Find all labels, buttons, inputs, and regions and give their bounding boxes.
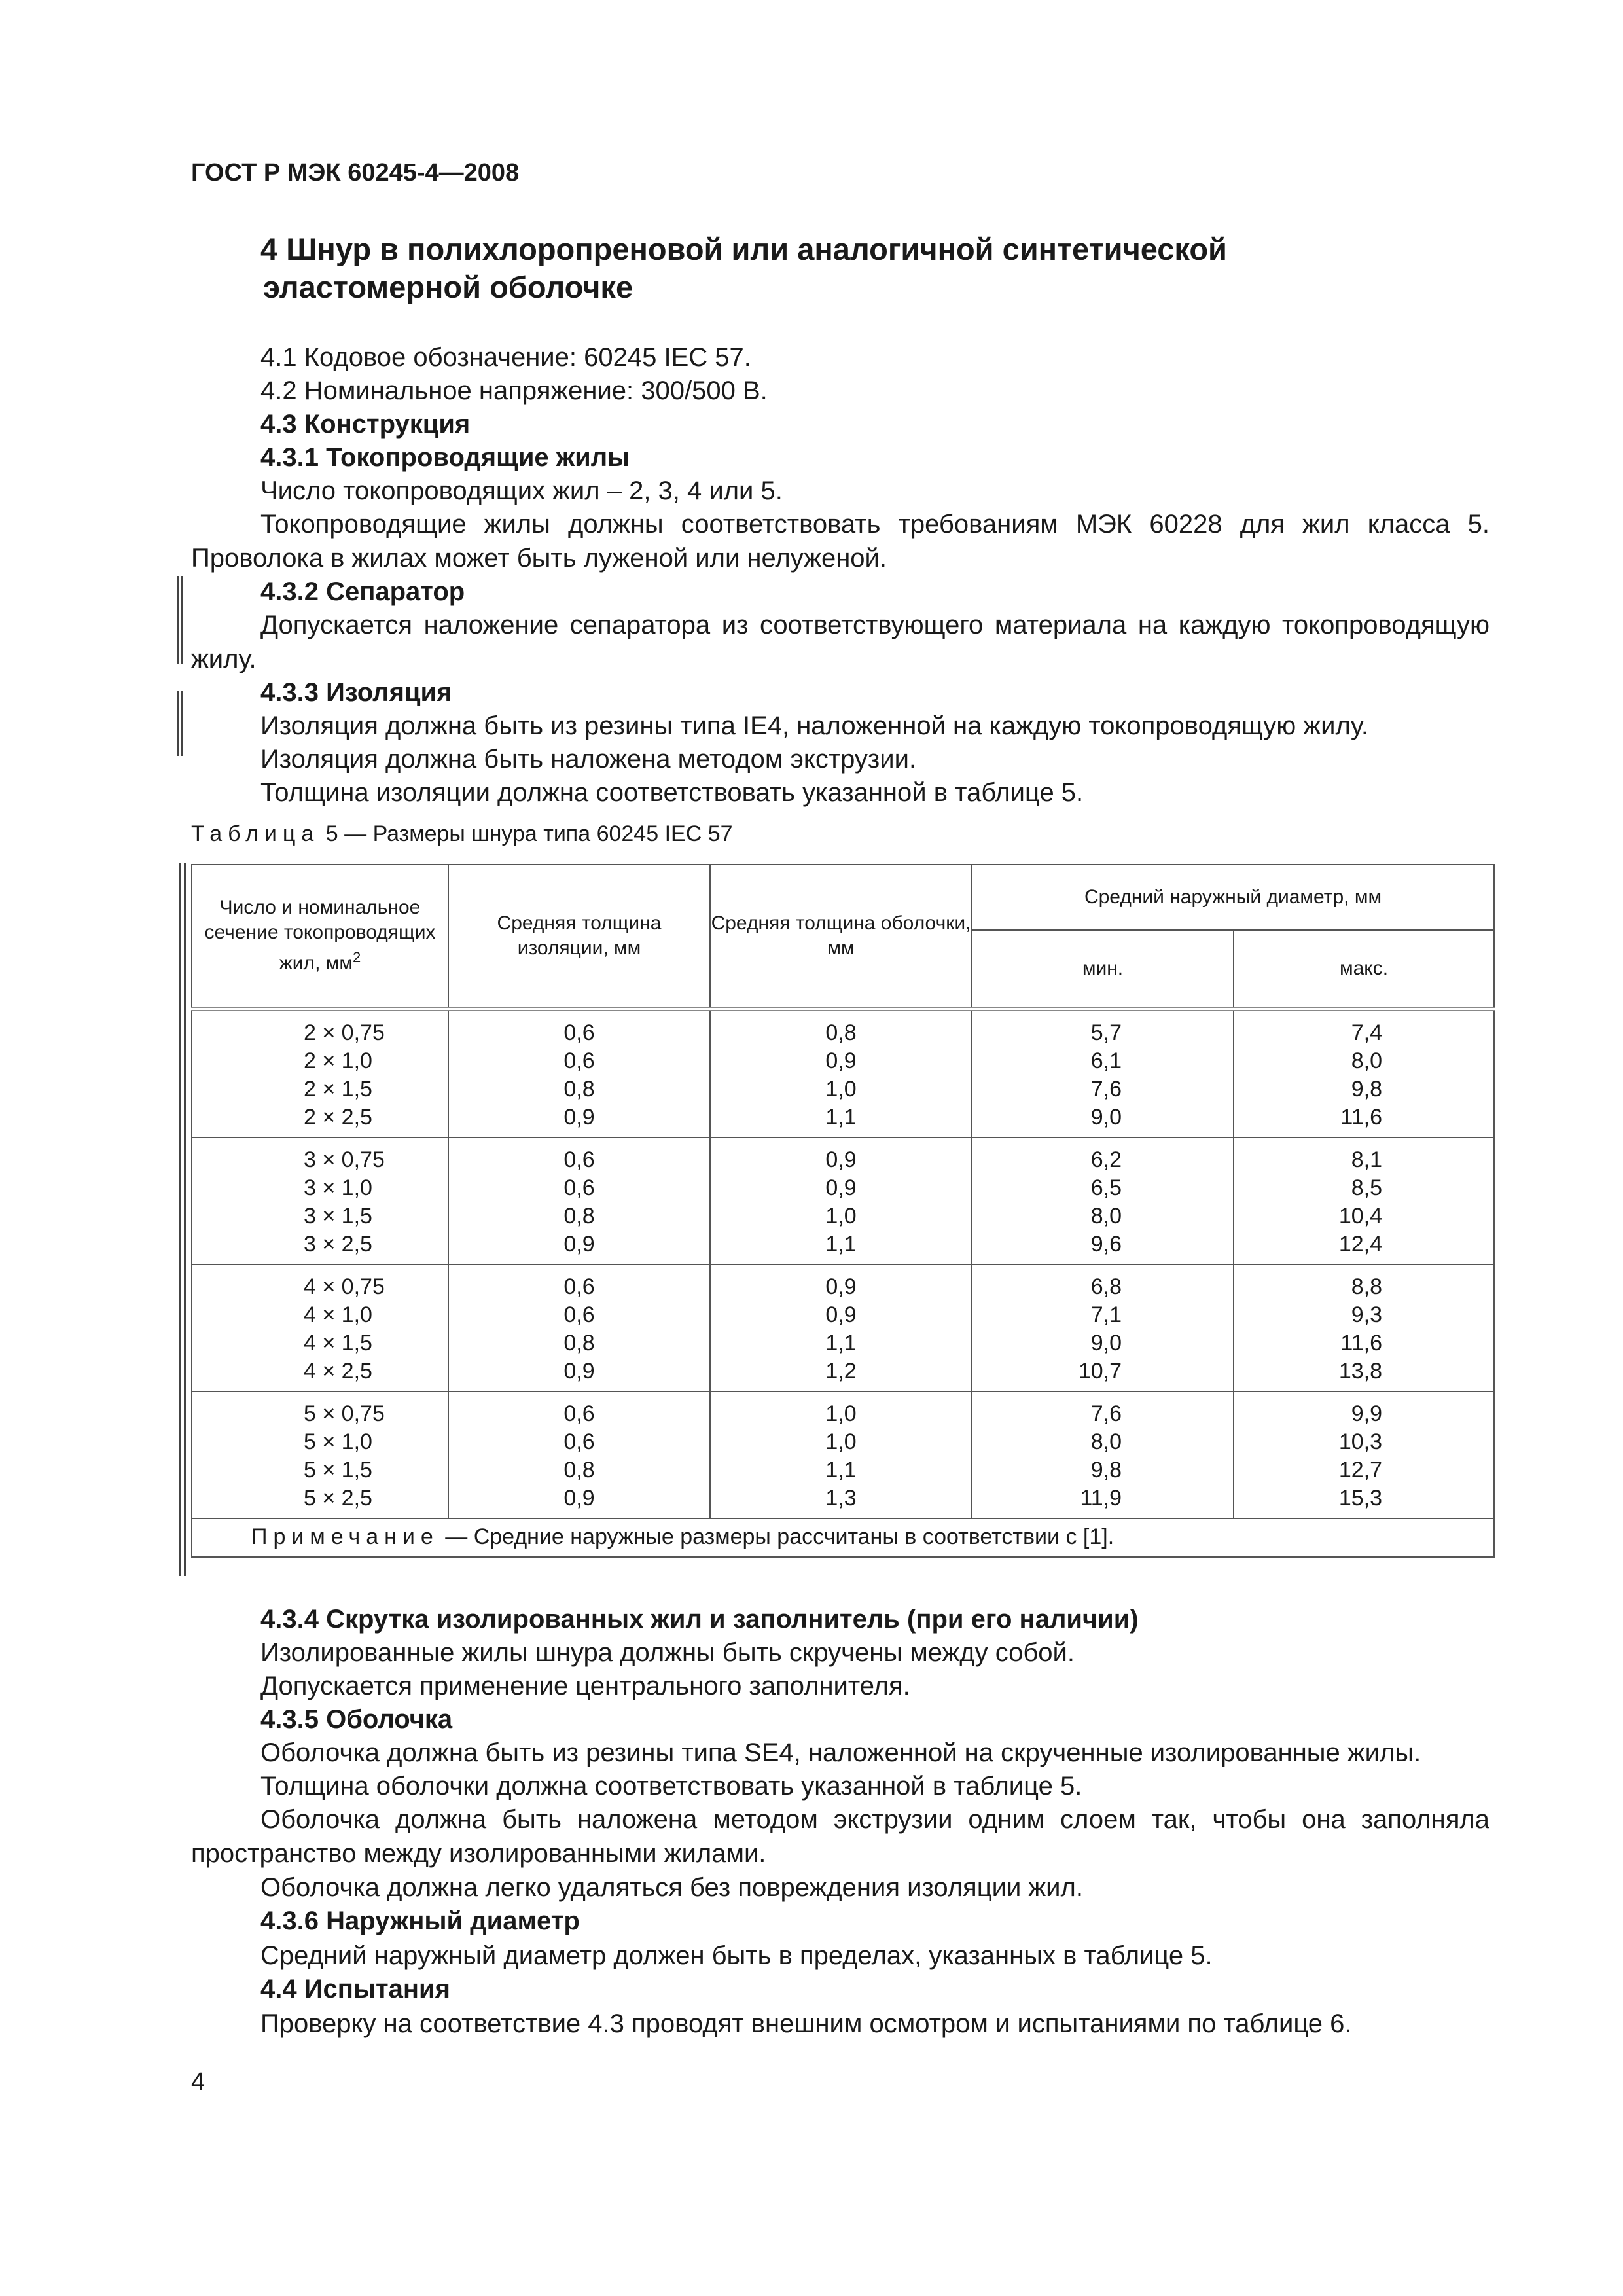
cell-sheath-value: 1,0 xyxy=(825,1401,857,1426)
col-header-insulation: Средняя толщина изоляции, мм xyxy=(448,865,710,1009)
cell-sheath-value: 1,0 xyxy=(825,1076,857,1102)
cell-sheath xyxy=(710,1391,972,1518)
cell-cores-value: 4 × 0,75 xyxy=(304,1274,385,1299)
cell-min-value: 6,5 xyxy=(1090,1175,1122,1200)
table-caption-label: Таблица xyxy=(191,821,320,846)
cell-max xyxy=(1234,1391,1494,1518)
para-4-3-5-b: Толщина оболочки должна соответствовать указанной в таблице 5. xyxy=(260,1772,1082,1801)
cell-max-value: 12,4 xyxy=(1338,1231,1383,1257)
para-4-3-3-c: Толщина изоляции должна соответствовать указанной в таблице 5. xyxy=(260,778,1084,807)
para-4-3-1-a: Число токопроводящих жил – 2, 3, 4 или 5. xyxy=(260,476,783,505)
cell-min-value: 7,1 xyxy=(1090,1302,1122,1327)
cell-sheath-value: 0,9 xyxy=(825,1274,857,1299)
cell-max-value: 10,3 xyxy=(1338,1429,1383,1454)
cell-cores xyxy=(192,1138,448,1265)
cell-insulation-value: 0,6 xyxy=(563,1175,595,1200)
cell-max-value: 8,1 xyxy=(1351,1147,1383,1172)
col-header-min: мин. xyxy=(972,930,1234,1009)
cell-max-value: 10,4 xyxy=(1338,1203,1383,1229)
cell-max-value: 15,3 xyxy=(1338,1485,1383,1511)
para-4-3-6: Средний наружный диаметр должен быть в пределах, указанных в таблице 5. xyxy=(260,1941,1213,1970)
section-title xyxy=(260,230,1504,306)
cell-sheath-value: 0,9 xyxy=(825,1302,857,1327)
cell-max xyxy=(1234,1138,1494,1265)
cell-sheath-value: 0,9 xyxy=(825,1048,857,1073)
cell-min-value: 10,7 xyxy=(1078,1358,1122,1384)
col-header-max: макс. xyxy=(1234,930,1494,1009)
table-row-group xyxy=(192,1138,1494,1265)
cell-min-value: 9,6 xyxy=(1090,1231,1122,1257)
cell-cores-value: 5 × 1,0 xyxy=(304,1429,372,1454)
cell-insulation-value: 0,9 xyxy=(563,1358,595,1384)
heading-4-3-3: 4.3.3 Изоляция xyxy=(260,678,452,707)
cell-sheath-value: 0,9 xyxy=(825,1175,857,1200)
para-4-3-2: Допускается наложение сепаратора из соответствующего материала на каждую токопроводящую жилу. xyxy=(191,611,1489,673)
cell-cores-value: 4 × 1,0 xyxy=(304,1302,372,1327)
cell-min-value: 6,2 xyxy=(1090,1147,1122,1172)
para-4-3-3-b: Изоляция должна быть наложена методом экструзии. xyxy=(260,745,917,774)
cell-min xyxy=(972,1391,1234,1518)
para-4-3-4-b: Допускается применение центрального заполнителя. xyxy=(260,1672,910,1700)
cell-max-value: 8,0 xyxy=(1351,1048,1383,1073)
cell-sheath-value: 1,3 xyxy=(825,1485,857,1511)
cell-insulation-value: 0,9 xyxy=(563,1231,595,1257)
cell-max-value: 11,6 xyxy=(1340,1104,1383,1130)
cell-max-value: 13,8 xyxy=(1338,1358,1383,1384)
para-4-3-1-b: Токопроводящие жилы должны соответствовать требованиям МЭК 60228 для жил класса 5. Проволока в жилах может быть луженой или нелуженой. xyxy=(191,510,1489,573)
cell-cores-value: 3 × 1,5 xyxy=(304,1203,372,1229)
cell-insulation-value: 0,8 xyxy=(563,1076,595,1102)
cell-max xyxy=(1234,1265,1494,1391)
cell-min-value: 9,0 xyxy=(1090,1330,1122,1355)
cell-min xyxy=(972,1009,1234,1138)
heading-4-4: 4.4 Испытания xyxy=(260,1975,450,2003)
para-4-1: 4.1 Кодовое обозначение: 60245 IEC 57. xyxy=(260,343,751,372)
table-caption-text: 5 — Размеры шнура типа 60245 IEC 57 xyxy=(325,821,733,846)
cell-max-value: 9,9 xyxy=(1351,1401,1383,1426)
table-row-group xyxy=(192,1009,1494,1138)
cell-max-value: 12,7 xyxy=(1338,1457,1383,1482)
cell-insulation xyxy=(448,1138,710,1265)
cell-cores-value: 3 × 1,0 xyxy=(304,1175,372,1200)
cell-insulation xyxy=(448,1265,710,1391)
para-4-2: 4.2 Номинальное напряжение: 300/500 В. xyxy=(260,376,768,405)
cell-sheath xyxy=(710,1138,972,1265)
cell-insulation-value: 0,9 xyxy=(563,1104,595,1130)
cell-sheath-value: 1,1 xyxy=(825,1231,857,1257)
para-4-3-5-d: Оболочка должна легко удаляться без повреждения изоляции жил. xyxy=(260,1873,1083,1902)
revision-bar xyxy=(179,863,186,1576)
cell-min-value: 8,0 xyxy=(1090,1429,1122,1454)
cell-sheath-value: 0,8 xyxy=(825,1020,857,1045)
table-note-label: Примечание xyxy=(251,1524,439,1549)
cell-cores-value: 2 × 0,75 xyxy=(304,1020,385,1045)
col-header-sheath: Средняя толщина оболочки, мм xyxy=(710,865,972,1009)
cell-insulation-value: 0,8 xyxy=(563,1457,595,1482)
para-4-3-4-a: Изолированные жилы шнура должны быть скручены между собой. xyxy=(260,1638,1075,1667)
cell-insulation xyxy=(448,1391,710,1518)
cell-cores xyxy=(192,1265,448,1391)
cell-cores-value: 5 × 2,5 xyxy=(304,1485,372,1511)
cell-min xyxy=(972,1265,1234,1391)
cell-min-value: 9,0 xyxy=(1090,1104,1122,1130)
cell-max-value: 8,8 xyxy=(1351,1274,1383,1299)
cell-insulation-value: 0,6 xyxy=(563,1302,595,1327)
para-4-3-5-a: Оболочка должна быть из резины типа SE4, наложенной на скрученные изолированные жилы. xyxy=(260,1738,1421,1767)
cell-sheath-value: 1,0 xyxy=(825,1429,857,1454)
cell-cores-value: 5 × 0,75 xyxy=(304,1401,385,1426)
table-note-text: — Средние наружные размеры рассчитаны в соответствии с [1]. xyxy=(445,1524,1115,1549)
cell-insulation-value: 0,6 xyxy=(563,1274,595,1299)
cell-cores-value: 3 × 0,75 xyxy=(304,1147,385,1172)
cell-cores-value: 2 × 2,5 xyxy=(304,1104,372,1130)
heading-4-3-2: 4.3.2 Сепаратор xyxy=(260,577,465,606)
cell-max-value: 9,3 xyxy=(1351,1302,1383,1327)
cell-min-value: 7,6 xyxy=(1090,1401,1122,1426)
cell-sheath-value: 1,1 xyxy=(825,1104,857,1130)
section-title-line1: 4 Шнур в полихлоропреновой или аналогичной синтетической xyxy=(260,232,1227,266)
cell-cores-value: 2 × 1,0 xyxy=(304,1048,372,1073)
cell-cores xyxy=(192,1009,448,1138)
cell-cores-value: 3 × 2,5 xyxy=(304,1231,372,1257)
cell-insulation-value: 0,9 xyxy=(563,1485,595,1511)
cell-sheath-value: 1,2 xyxy=(825,1358,857,1384)
cell-sheath-value: 0,9 xyxy=(825,1147,857,1172)
cell-cores xyxy=(192,1391,448,1518)
document-header: ГОСТ Р МЭК 60245-4—2008 xyxy=(191,159,520,187)
cell-cores-value: 5 × 1,5 xyxy=(304,1457,372,1482)
col-header-cores: Число и номинальное сечение токопроводящих жил, $мм^2$ xyxy=(192,865,448,1009)
cell-max-value: 9,8 xyxy=(1351,1076,1383,1102)
cell-min-value: 9,8 xyxy=(1090,1457,1122,1482)
heading-4-3-4: 4.3.4 Скрутка изолированных жил и заполнитель (при его наличии) xyxy=(260,1605,1139,1634)
page-number: 4 xyxy=(191,2068,205,2096)
cell-insulation-value: 0,8 xyxy=(563,1203,595,1229)
cell-min-value: 11,9 xyxy=(1080,1485,1122,1511)
cell-max-value: 8,5 xyxy=(1351,1175,1383,1200)
cell-sheath-value: 1,1 xyxy=(825,1457,857,1482)
col-header-diameter: Средний наружный диаметр, мм xyxy=(972,865,1494,930)
heading-4-3: 4.3 Конструкция xyxy=(260,410,471,439)
heading-4-3-6: 4.3.6 Наружный диаметр xyxy=(260,1907,580,1935)
cell-min-value: 5,7 xyxy=(1090,1020,1122,1045)
cell-cores-value: 2 × 1,5 xyxy=(304,1076,372,1102)
para-4-3-5-c: Оболочка должна быть наложена методом экструзии одним слоем так, чтобы она заполняла пространство между изолированными жилами. xyxy=(191,1805,1489,1868)
table-row-group xyxy=(192,1265,1494,1391)
cell-min-value: 6,8 xyxy=(1090,1274,1122,1299)
cell-sheath xyxy=(710,1009,972,1138)
table-note xyxy=(192,1518,1494,1557)
cell-insulation-value: 0,6 xyxy=(563,1401,595,1426)
cell-insulation-value: 0,6 xyxy=(563,1429,595,1454)
cell-sheath-value: 1,0 xyxy=(825,1203,857,1229)
cell-cores-value: 4 × 2,5 xyxy=(304,1358,372,1384)
table-row-group xyxy=(192,1391,1494,1518)
cell-min-value: 8,0 xyxy=(1090,1203,1122,1229)
heading-4-3-5: 4.3.5 Оболочка xyxy=(260,1705,453,1734)
cell-min xyxy=(972,1138,1234,1265)
section-title-line2: эластомерной оболочке xyxy=(263,270,633,304)
cell-insulation-value: 0,6 xyxy=(563,1147,595,1172)
cell-insulation-value: 0,8 xyxy=(563,1330,595,1355)
cell-max-value: 7,4 xyxy=(1351,1020,1383,1045)
revision-bar xyxy=(177,691,183,756)
cell-sheath xyxy=(710,1265,972,1391)
table-caption xyxy=(191,821,733,847)
cell-insulation xyxy=(448,1009,710,1138)
cell-cores-value: 4 × 1,5 xyxy=(304,1330,372,1355)
cell-min-value: 7,6 xyxy=(1090,1076,1122,1102)
cell-max-value: 11,6 xyxy=(1340,1330,1383,1355)
cell-sheath-value: 1,1 xyxy=(825,1330,857,1355)
cell-insulation-value: 0,6 xyxy=(563,1020,595,1045)
cell-max xyxy=(1234,1009,1494,1138)
dimensions-table xyxy=(191,864,1495,1558)
cell-insulation-value: 0,6 xyxy=(563,1048,595,1073)
heading-4-3-1: 4.3.1 Токопроводящие жилы xyxy=(260,443,630,472)
para-4-4: Проверку на соответствие 4.3 проводят внешним осмотром и испытаниями по таблице 6. xyxy=(260,2009,1352,2038)
para-4-3-3-a: Изоляция должна быть из резины типа IE4, наложенной на каждую токопроводящую жилу. xyxy=(260,711,1368,740)
cell-min-value: 6,1 xyxy=(1090,1048,1122,1073)
revision-bar xyxy=(177,576,183,664)
